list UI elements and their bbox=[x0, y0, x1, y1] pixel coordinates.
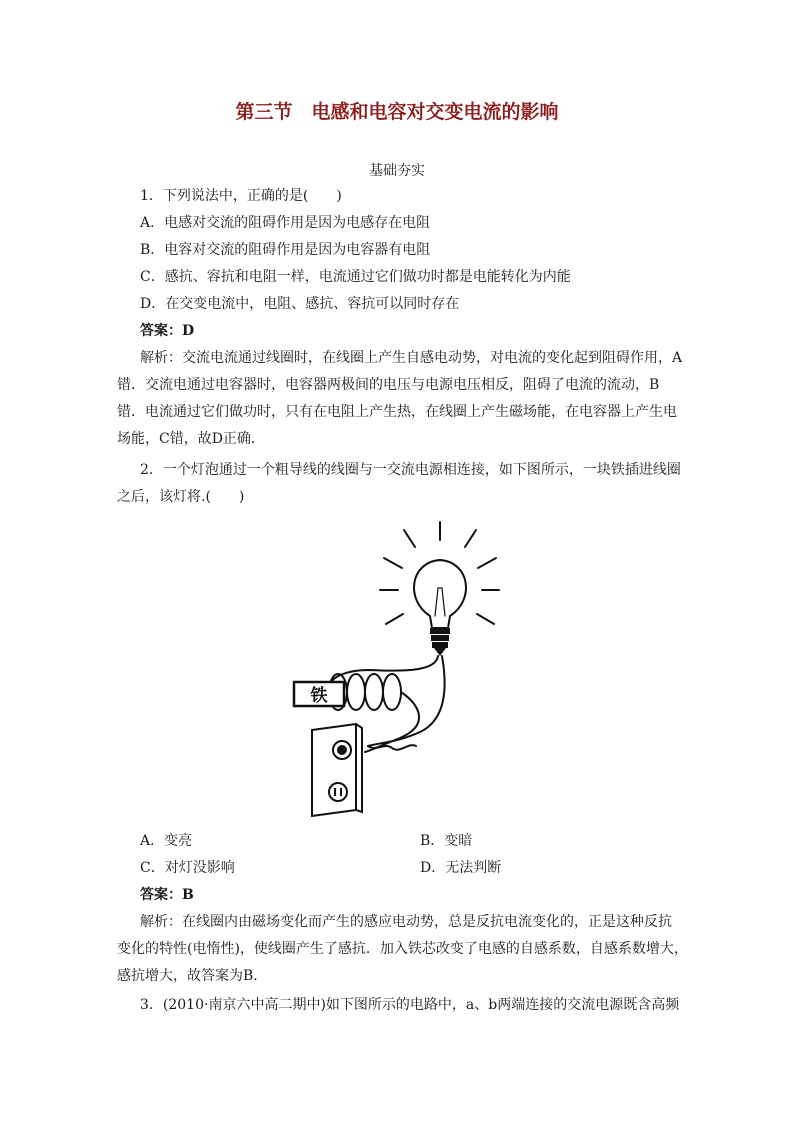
bulb-coil-circuit-figure bbox=[280, 520, 500, 820]
q1-answer: 答案：D bbox=[140, 323, 195, 339]
q2-analysis-line-3: 感抗增大，故答案为B. bbox=[117, 968, 258, 984]
q2-analysis-line-2: 变化的特性(电惰性)，使线圈产生了感抗．加入铁芯改变了电感的自感系数，自感系数增大， bbox=[117, 941, 688, 957]
q2-analysis-line-1: 解析：在线圈内由磁场变化而产生的感应电动势，总是反抗电流变化的，正是这种反抗 bbox=[140, 914, 672, 930]
q2-stem-line-1: 2．一个灯泡通过一个粗导线的线圈与一交流电源相连接，如下图所示，一块铁插进线圈 bbox=[140, 462, 681, 478]
q2-stem-line-2: 之后，该灯将.( ) bbox=[117, 489, 245, 505]
q2-option-c: C．对灯没影响 bbox=[140, 860, 235, 876]
q1-option-c: C．感抗、容抗和电阻一样，电流通过它们做功时都是电能转化为内能 bbox=[140, 269, 571, 285]
q1-option-d: D．在交变电流中，电阻、感抗、容抗可以同时存在 bbox=[140, 296, 460, 312]
q2-answer: 答案：B bbox=[140, 887, 194, 903]
q3-stem: 3．(2010·南京六中高二期中)如下图所示的电路中，a、b两端连接的交流电源既含高频 bbox=[140, 997, 680, 1013]
q1-stem: 1．下列说法中，正确的是( ) bbox=[140, 188, 342, 204]
q2-option-a: A．变亮 bbox=[140, 833, 193, 849]
q2-option-d: D．无法判断 bbox=[420, 860, 502, 876]
page-title: 第三节 电感和电容对交变电流的影响 bbox=[235, 101, 559, 123]
q1-analysis-line-2: 错．交流电通过电容器时，电容器两极间的电压与电源电压相反，阻碍了电流的流动，B bbox=[117, 377, 660, 393]
iron-block-label: 铁 bbox=[310, 686, 328, 706]
section-heading: 基础夯实 bbox=[369, 163, 425, 179]
q1-option-a: A．电感对交流的阻碍作用是因为电感存在电阻 bbox=[140, 215, 431, 231]
q1-analysis-line-4: 场能，C错，故D正确． bbox=[117, 431, 265, 447]
q1-analysis-line-3: 错．电流通过它们做功时，只有在电阻上产生热，在线圈上产生磁场能，在电容器上产生电 bbox=[117, 404, 677, 420]
q2-option-b: B．变暗 bbox=[420, 833, 473, 849]
q1-analysis-line-1: 解析：交流电流通过线圈时，在线圈上产生自感电动势，对电流的变化起到阻碍作用，A bbox=[140, 350, 683, 366]
q1-option-b: B．电容对交流的阻碍作用是因为电容器有电阻 bbox=[140, 242, 431, 258]
